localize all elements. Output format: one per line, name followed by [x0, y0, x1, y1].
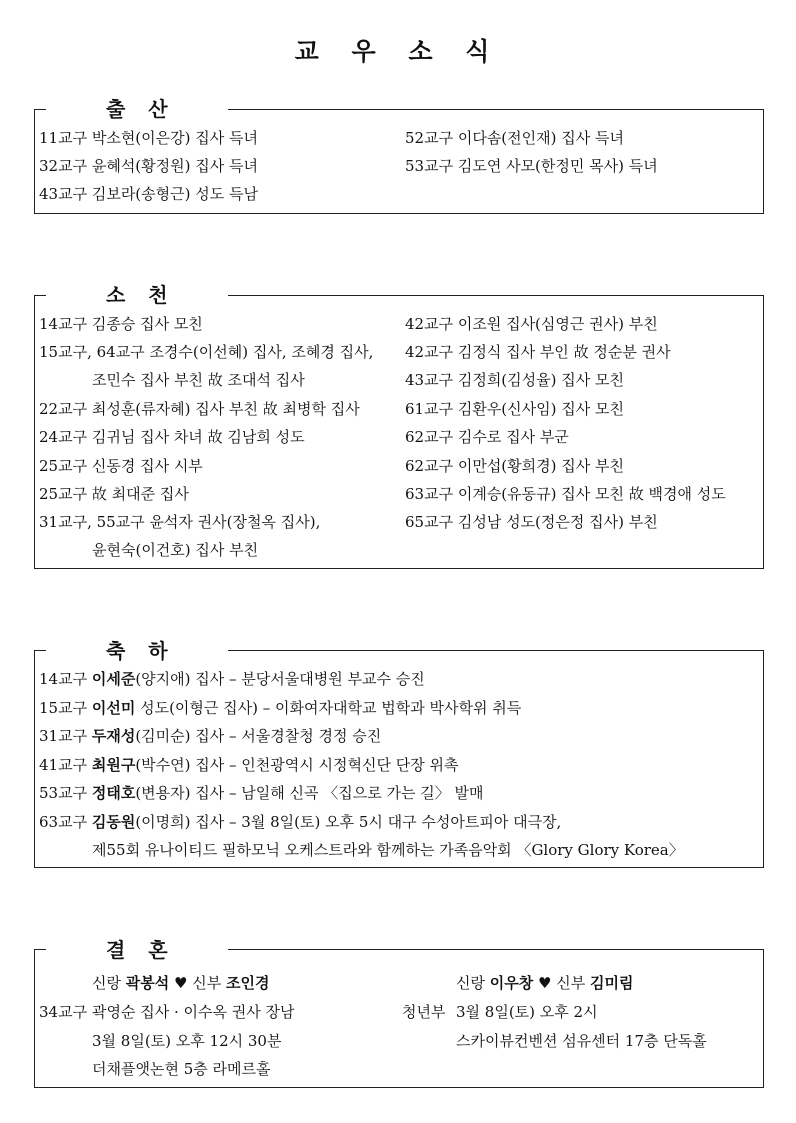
wedding-date-right: 3월 8일(토) 오후 2시: [456, 1003, 598, 1021]
death-item: 조민수 집사 부친 故 조대석 집사: [92, 371, 305, 389]
wedding-venue-left: 더채플앳논현 5층 라메르홀: [92, 1060, 271, 1078]
death-item: 25교구 故 최대준 집사: [39, 485, 189, 503]
wedding-district-left: 34교구: [39, 1003, 88, 1021]
wedding-couple-right: 신랑 이우창 ♥ 신부 김미림: [456, 974, 634, 992]
heart-icon: ♥: [174, 974, 188, 992]
death-item: 61교구 김환우(신사임) 집사 모친: [405, 400, 624, 418]
death-item: 62교구 김수로 집사 부군: [405, 428, 569, 446]
birth-item: 53교구 김도연 사모(한정민 목사) 득녀: [405, 157, 658, 175]
death-item: 15교구, 64교구 조경수(이선혜) 집사, 조혜경 집사,: [39, 343, 374, 361]
wedding-parents-left: 곽영순 집사 · 이수옥 권사 장남: [92, 1003, 295, 1021]
birth-item: 32교구 윤혜석(황정원) 집사 득녀: [39, 157, 258, 175]
wedding-date-left: 3월 8일(토) 오후 12시 30분: [92, 1032, 282, 1050]
death-item: 42교구 김정식 집사 부인 故 정순분 권사: [405, 343, 671, 361]
death-item: 윤현숙(이건호) 집사 부친: [92, 541, 259, 559]
death-item: 22교구 최성훈(류자혜) 집사 부친 故 최병학 집사: [39, 400, 360, 418]
congrats-item: 53교구 정태호(변용자) 집사 – 남일해 신곡 〈집으로 가는 길〉 발매: [39, 784, 484, 802]
congrats-item: 41교구 최원구(박수연) 집사 – 인천광역시 시정혁신단 단장 위촉: [39, 756, 459, 774]
wedding-district-right: 청년부: [402, 1003, 446, 1021]
heart-icon: ♥: [538, 974, 552, 992]
birth-item: 52교구 이다솜(전인재) 집사 득녀: [405, 129, 624, 147]
death-item: 25교구 신동경 집사 시부: [39, 457, 203, 475]
birth-item: 43교구 김보라(송형근) 성도 득남: [39, 185, 258, 203]
congrats-continuation: 제55회 유나이티드 필하모닉 오케스트라와 함께하는 가족음악회 〈Glory Glory Korea〉: [92, 841, 684, 859]
death-item: 31교구, 55교구 윤석자 권사(장철옥 집사),: [39, 513, 321, 531]
death-item: 65교구 김성남 성도(정은정 집사) 부친: [405, 513, 658, 531]
congrats-item: 63교구 김동원(이명희) 집사 – 3월 8일(토) 오후 5시 대구 수성아트피아 대극장,: [39, 813, 562, 831]
death-item: 14교구 김종승 집사 모친: [39, 315, 203, 333]
wedding-venue-right: 스카이뷰컨벤션 섬유센터 17층 단독홀: [456, 1032, 707, 1050]
congrats-item: 14교구 이세준(양지애) 집사 – 분당서울대병원 부교수 승진: [39, 670, 425, 688]
birth-item: 11교구 박소현(이은강) 집사 득녀: [39, 129, 258, 147]
birth-header: 출 산: [46, 94, 228, 124]
death-item: 24교구 김귀님 집사 차녀 故 김남희 성도: [39, 428, 305, 446]
congrats-header: 축 하: [46, 636, 228, 666]
death-header: 소 천: [46, 280, 228, 310]
wedding-couple-left: 신랑 곽봉석 ♥ 신부 조인경: [92, 974, 270, 992]
death-item: 62교구 이만섭(황희경) 집사 부친: [405, 457, 624, 475]
congrats-item: 31교구 두재성(김미순) 집사 – 서울경찰청 경정 승진: [39, 727, 382, 745]
death-item: 42교구 이조원 집사(심영근 권사) 부친: [405, 315, 658, 333]
death-item: 63교구 이계승(유동규) 집사 모친 故 백경애 성도: [405, 485, 726, 503]
congrats-item: 15교구 이선미 성도(이형근 집사) – 이화여자대학교 법학과 박사학위 취득: [39, 699, 522, 717]
wedding-header: 결 혼: [46, 935, 228, 965]
death-item: 43교구 김정희(김성율) 집사 모친: [405, 371, 624, 389]
page-title: 교 우 소 식: [294, 37, 502, 66]
